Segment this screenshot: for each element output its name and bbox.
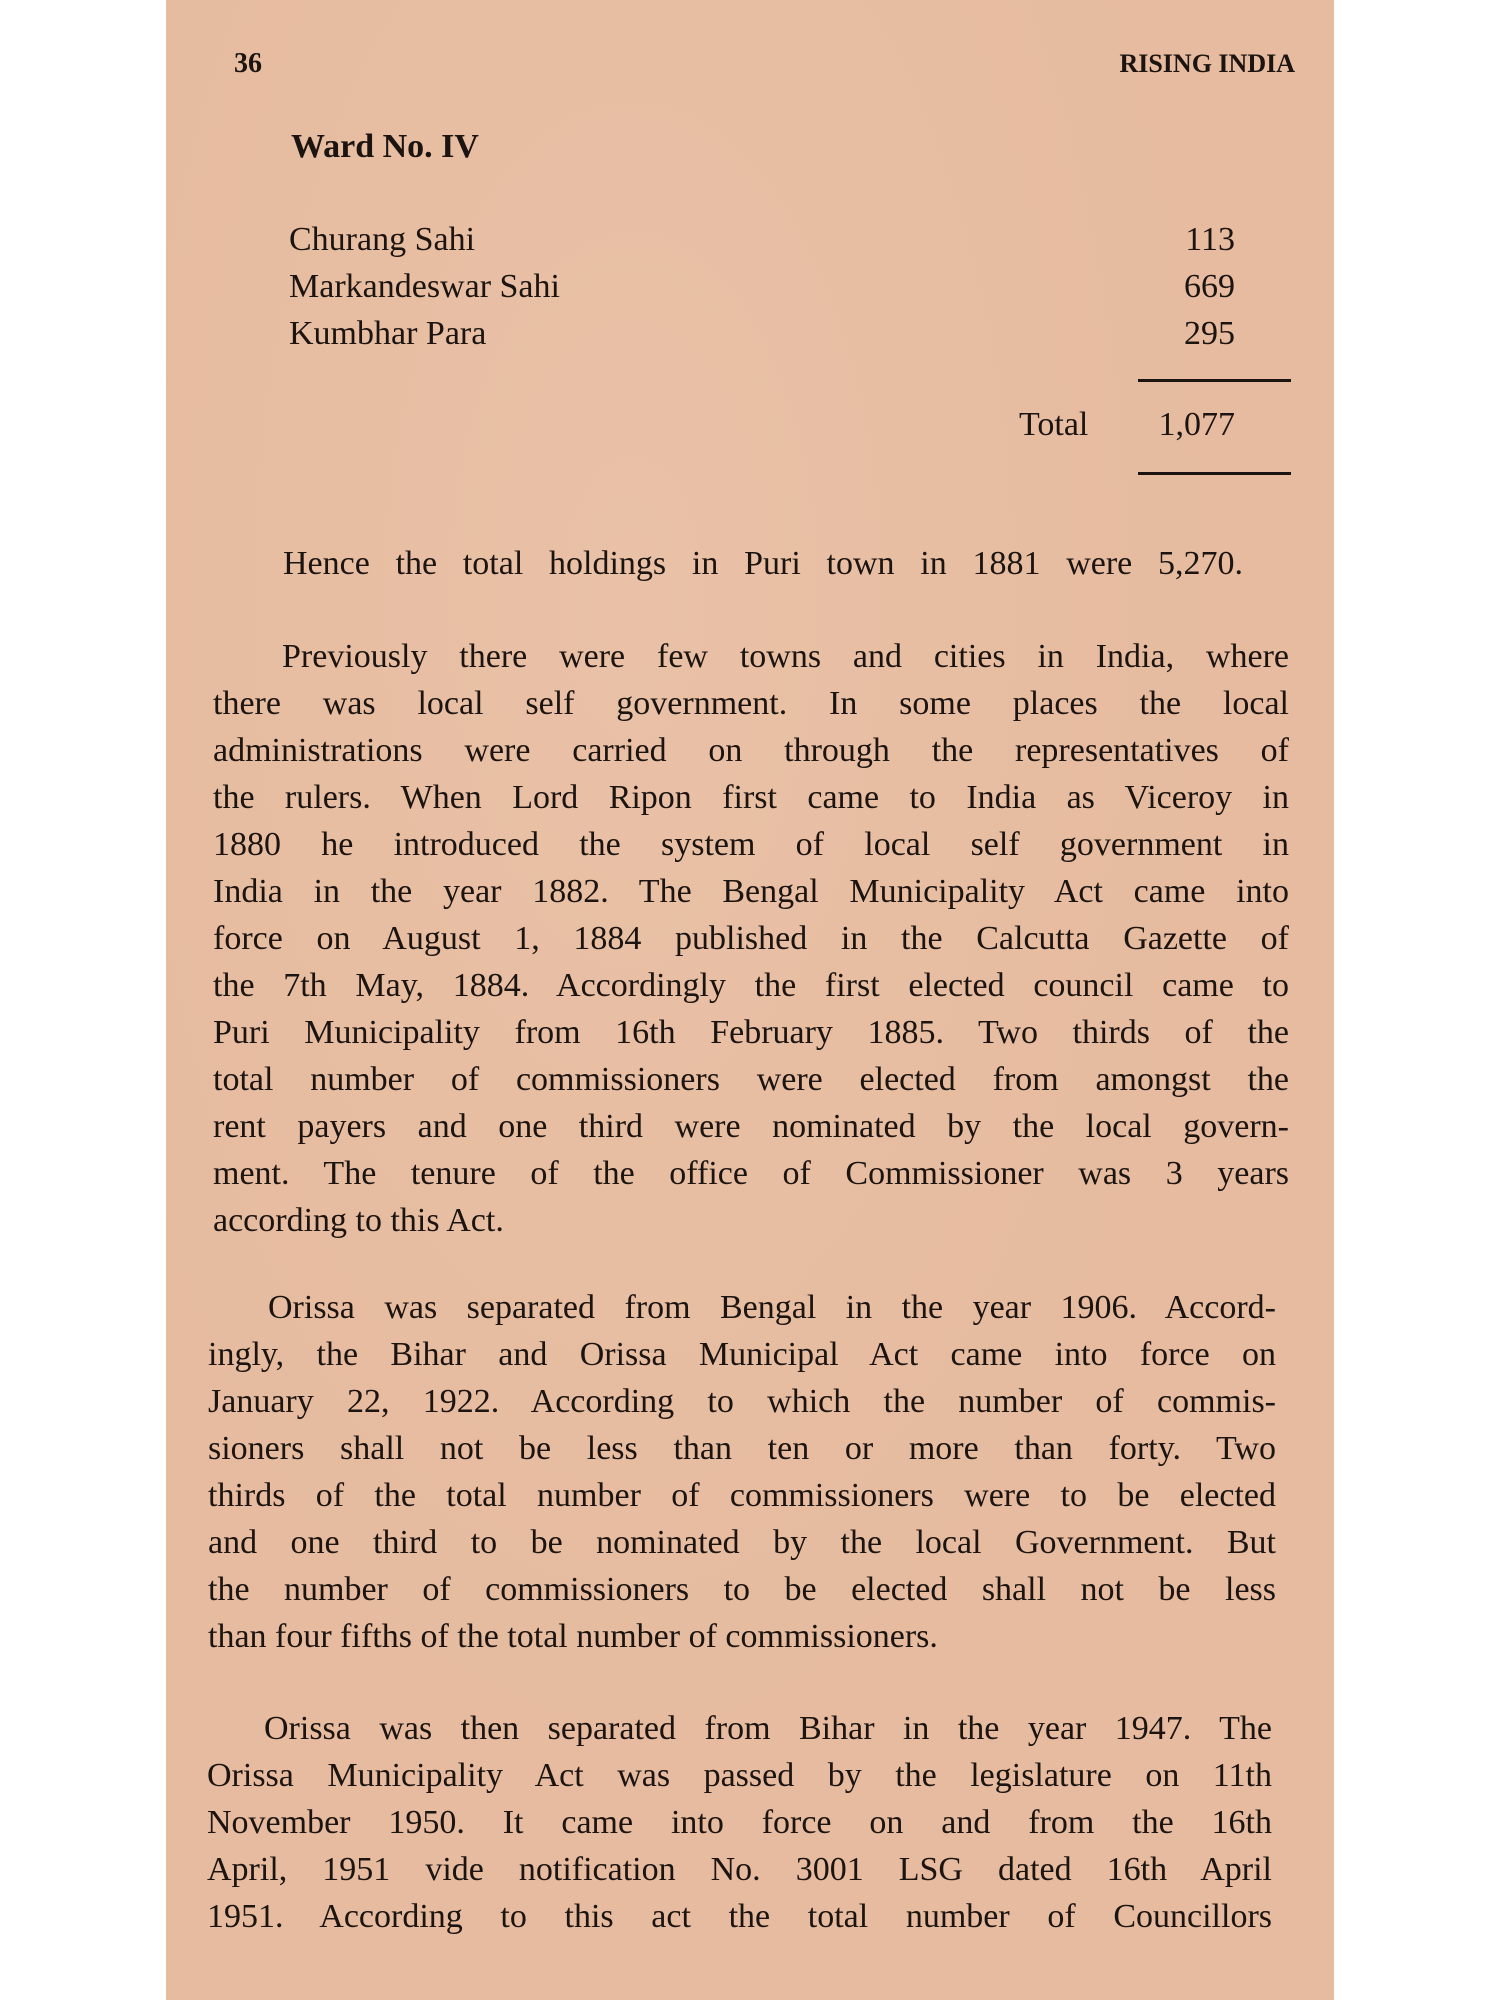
text-line: January 22, 1922. According to which the number of commis- — [208, 1383, 1276, 1420]
text-line: total number of commissioners were elected from amongst the — [213, 1061, 1289, 1098]
running-title: RISING INDIA — [1119, 49, 1295, 78]
text-line: there was local self government. In some places the local — [213, 685, 1289, 722]
text-line: administrations were carried on through the representatives of — [213, 732, 1289, 769]
text-line: Orissa was then separated from Bihar in the year 1947. The — [264, 1710, 1272, 1747]
ward-row-value: 295 — [1184, 315, 1235, 352]
text-line: according to this Act. — [213, 1202, 504, 1239]
ward-row-value: 113 — [1185, 221, 1235, 258]
text-line: Puri Municipality from 16th February 1885. Two thirds of the — [213, 1014, 1289, 1051]
text-line: the 7th May, 1884. Accordingly the first elected council came to — [213, 967, 1289, 1004]
ward-title: Ward No. IV — [291, 128, 479, 165]
total-value: 1,077 — [1158, 406, 1235, 443]
ward-row-value: 669 — [1184, 268, 1235, 305]
text-line: India in the year 1882. The Bengal Municipality Act came into — [213, 873, 1289, 910]
text-line: thirds of the total number of commissioners were to be elected — [208, 1477, 1276, 1514]
page-number: 36 — [234, 48, 262, 79]
text-line: Orissa was separated from Bengal in the year 1906. Accord- — [268, 1289, 1276, 1326]
text-line: rent payers and one third were nominated by the local govern- — [213, 1108, 1289, 1145]
text-line: Orissa Municipality Act was passed by the legislature on 11th — [207, 1757, 1272, 1794]
total-label: Total — [1019, 406, 1089, 443]
text-line: November 1950. It came into force on and from the 16th — [207, 1804, 1272, 1841]
text-line: ment. The tenure of the office of Commissioner was 3 years — [213, 1155, 1289, 1192]
text-line: the rulers. When Lord Ripon first came to India as Viceroy in — [213, 779, 1289, 816]
summary-line: Hence the total holdings in Puri town in 1881 were 5,270. — [283, 545, 1243, 582]
text-line: sioners shall not be less than ten or more than forty. Two — [208, 1430, 1276, 1467]
ward-row-name: Markandeswar Sahi — [289, 268, 560, 305]
total-rule — [1138, 472, 1291, 475]
ward-row-name: Churang Sahi — [289, 221, 476, 258]
text-line: 1951. According to this act the total number of Councillors — [207, 1898, 1272, 1935]
text-line: 1880 he introduced the system of local self government in — [213, 826, 1289, 863]
text-line: and one third to be nominated by the local Government. But — [208, 1524, 1276, 1561]
text-line: ingly, the Bihar and Orissa Municipal Act came into force on — [208, 1336, 1276, 1373]
text-line: force on August 1, 1884 published in the Calcutta Gazette of — [213, 920, 1289, 957]
ward-row-name: Kumbhar Para — [289, 315, 487, 352]
text-line: April, 1951 vide notification No. 3001 LSG dated 16th April — [207, 1851, 1272, 1888]
text-line: Previously there were few towns and cities in India, where — [282, 638, 1289, 675]
sum-rule — [1138, 379, 1291, 382]
text-line: than four fifths of the total number of commissioners. — [208, 1618, 938, 1655]
text-line: the number of commissioners to be elected shall not be less — [208, 1571, 1276, 1608]
